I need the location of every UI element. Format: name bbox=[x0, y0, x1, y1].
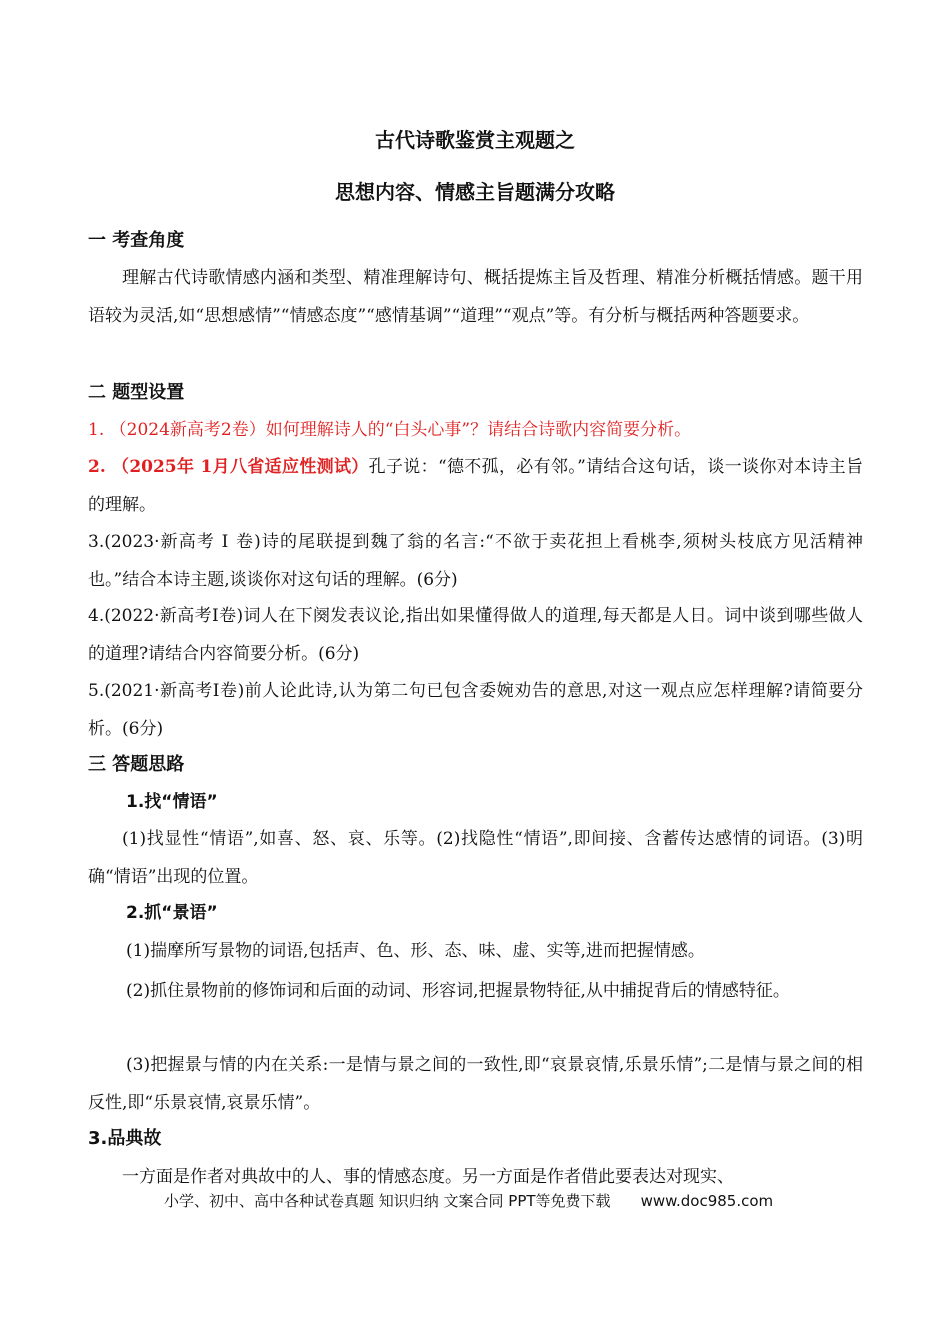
question-2 bbox=[88, 448, 863, 524]
question-5: 5.(2021·新高考Ⅰ卷)前人论此诗,认为第二句已包含委婉劝告的意思,对这一观点应怎样理解?请简要分析。(6分) bbox=[88, 681, 863, 739]
section-heading-approach: 三 答题思路 bbox=[88, 754, 185, 775]
text-scene-words-1: (1)揣摩所写景物的词语,包括声、色、形、态、味、虚、实等,进而把握情感。 bbox=[126, 941, 705, 961]
subheading-allusion: 3.品典故 bbox=[88, 1128, 162, 1149]
text-emotion-words: (1)找显性“情语”,如喜、怒、哀、乐等。(2)找隐性“情语”,即间接、含蓄传达感情的词语。(3)明确“情语”出现的位置。 bbox=[88, 829, 863, 887]
question-4: 4.(2022·新高考Ⅰ卷)词人在下阕发表议论,指出如果懂得做人的道理,每天都是人日。词中谈到哪些做人的道理?请结合内容简要分析。(6分) bbox=[88, 606, 863, 664]
footer-banner bbox=[164, 1190, 773, 1212]
text-allusion: 一方面是作者对典故中的人、事的情感态度。另一方面是作者借此要表达对现实、 bbox=[122, 1167, 734, 1187]
text-scene-words-3: (3)把握景与情的内在关系:一是情与景之间的一致性,即“哀景哀情,乐景乐情”;二是情与景之间的相反性,即“乐景哀情,哀景乐情”。 bbox=[88, 1055, 863, 1113]
footer-url[interactable]: www.doc985.com bbox=[640, 1192, 774, 1210]
section-text-angle: 理解古代诗歌情感内涵和类型、精准理解诗句、概括提炼主旨及哲理、精准分析概括情感。题干用语较为灵活,如“思想感情”“情感态度”“感情基调”“道理”“观点”等。有分析与概括两种答题要求。 bbox=[88, 268, 863, 326]
document-title-line1: 古代诗歌鉴赏主观题之 bbox=[375, 128, 575, 152]
document-title-line2: 思想内容、情感主旨题满分攻略 bbox=[335, 180, 615, 204]
question-2-source: 2. （2025年 1月八省适应性测试） bbox=[88, 457, 369, 477]
text-scene-words-2: (2)抓住景物前的修饰词和后面的动词、形容词,把握景物特征,从中捕捉背后的情感特征。 bbox=[126, 981, 790, 1001]
question-2-text: 孔子说：“德不孤，必有邻。”请结合这句话，谈一谈你对本诗主旨的理解。 bbox=[88, 457, 863, 515]
footer-text: 小学、初中、高中各种试卷真题 知识归纳 文案合同 PPT等免费下载 bbox=[164, 1192, 611, 1210]
question-1: 1. （2024新高考2卷）如何理解诗人的“白头心事”？请结合诗歌内容简要分析。 bbox=[88, 420, 692, 440]
question-3: 3.(2023·新高考 Ⅰ 卷)诗的尾联提到魏了翁的名言:“不欲于卖花担上看桃李,须树头枝底方见活精神也。”结合本诗主题,谈谈你对这句话的理解。(6分) bbox=[88, 532, 863, 590]
section-heading-angle: 一 考查角度 bbox=[88, 230, 185, 251]
subheading-emotion-words: 1.找“情语” bbox=[126, 792, 218, 812]
section-heading-types: 二 题型设置 bbox=[88, 382, 185, 403]
subheading-scene-words: 2.抓“景语” bbox=[126, 903, 218, 923]
